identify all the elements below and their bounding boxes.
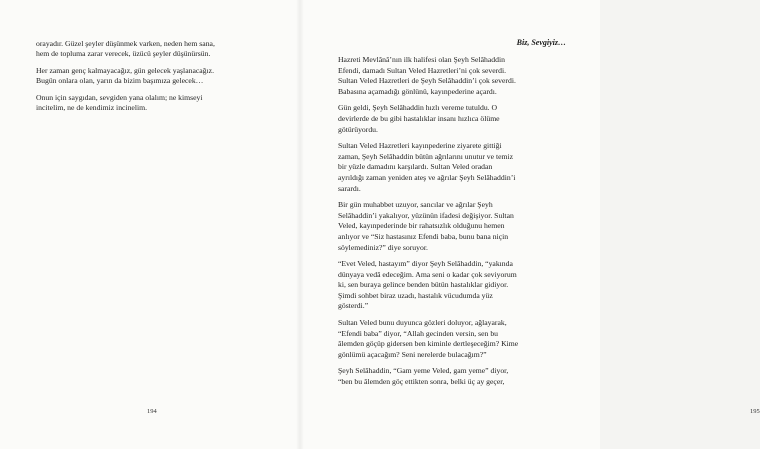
right-paragraph-6: Sultan Veled bunu duyunca gözleri doluyor, ağlayarak, “Efendi baba” diyor, “Allah gecinden versin, sen bu âlemden göçüp gidersen ben kiminle dertleşeceğim? Kime gönlümü açacağım? Seni nerelerde bulacağım?” <box>338 318 519 359</box>
right-page-body <box>338 55 578 394</box>
right-paragraph-4: Bir gün muhabbet uzuyor, sancılar ve ağrılar Şeyh Selâhaddin’i yakalıyor, yüzünün ifadesi değişiyor. Sultan Veled, kayınpederinde bir rahatsızlık olduğunu hemen anlıyor ve “Siz hastasınız Efendi baba, bunu bana niçin söylemediniz?” diye soruyor. <box>338 200 514 252</box>
right-paragraph-5: “Evet Veled, hastayım” diyor Şeyh Selâhaddin, “yakında dünyaya vedâ edeceğim. Ama seni o kadar çok seviyorum ki, sen buraya gelince benden bütün hastalıklar gidiyor. Şimdi sohbet biraz uzadı, hastalık vücudumda yüz gösterdi.” <box>338 259 517 311</box>
left-paragraph-2: Her zaman genç kalmayacağız, gün gelecek yaşlanacağız. Bugün onlara olan, yarın da bizim başımıza gelecek… <box>36 65 214 86</box>
right-paragraph-7: Şeyh Selâhaddin, “Gam yeme Veled, gam yeme” diyor, “ben bu âlemden göç ettikten sonra, belki üç ay geçer, <box>338 366 509 387</box>
book-gutter <box>296 0 304 449</box>
left-paragraph-1: orayadır. Güzel şeyler düşünmek varken, neden hem sana, hem de topluma zarar verecek, üzücü şeyler düşünürsün. <box>36 39 215 59</box>
right-paragraph-1: Hazreti Mevlânâ’nın ilk halifesi olan Şeyh Selâhaddin Efendi, damadı Sultan Veled Hazretleri’ni çok severdi. Sultan Veled Hazretleri de Şeyh Selâhaddin’i çok severdi. Babasına açamadığı gönlünü, kayınpederine açardı. <box>338 55 516 96</box>
right-paragraph-3: Sultan Veled Hazretleri kayınpederine ziyarete gittiği zaman, Şeyh Selâhaddin bütün ağrılarını unutur ve temiz bir yüzle damadını karşılardı. Sultan Veled oradan ayrıldığı zaman yeniden ateş ve ağrılar Şeyh Selâhaddin’i sarardı. <box>338 141 516 193</box>
left-page-body <box>36 39 272 119</box>
right-paragraph-2: Gün geldi, Şeyh Selâhaddin hızlı vereme tutuldu. O devirlerde de bu gibi hastalıklar insanı hızlıca ölüme götürüyordu. <box>338 103 500 134</box>
running-head: Biz, Sevgiyiz… <box>516 38 566 47</box>
left-page <box>0 0 300 449</box>
left-page-number: 194 <box>147 408 157 415</box>
left-paragraph-3: Onun için saygıdan, sevgiden yana olalım; ne kimseyi incitelim, ne de kendimiz incinelim. <box>36 92 203 113</box>
right-page-number: 195 <box>750 408 760 415</box>
